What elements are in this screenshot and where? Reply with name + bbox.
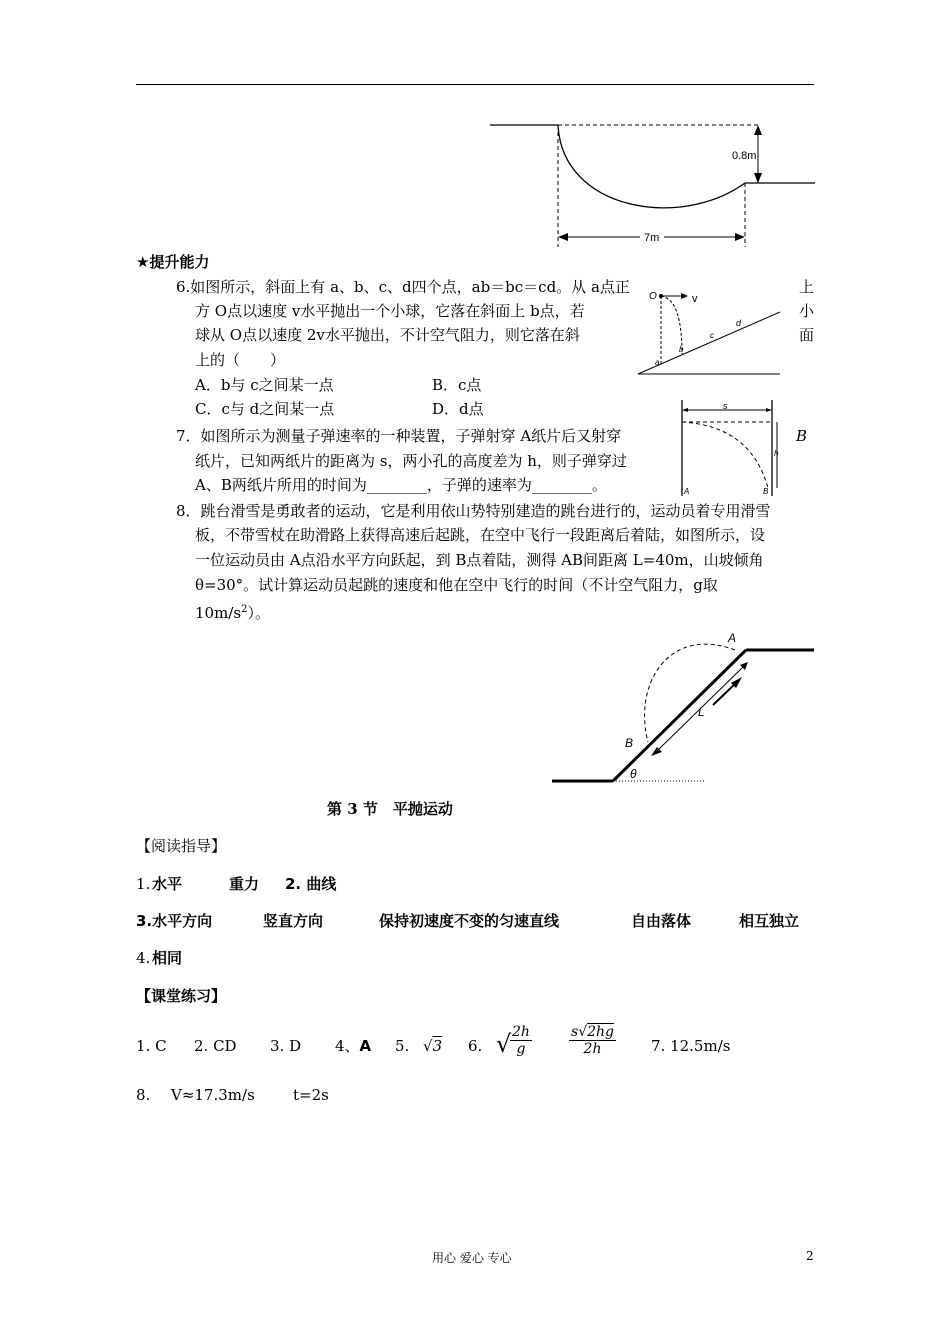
- answer-8-velocity: V≈17.3m/s: [171, 1086, 255, 1104]
- reading-answer-4-num: 4.: [136, 949, 151, 967]
- answer-6b-fraction: $\frac{s√2hg}{2h}$: [571, 1024, 614, 1057]
- width-label: 7m: [644, 232, 660, 244]
- velocity-label: v: [692, 293, 698, 305]
- section-heading: ★提升能力: [136, 253, 210, 271]
- reading-answer-1-num: 1.: [136, 875, 151, 893]
- distance-label: s: [723, 401, 728, 411]
- answer-3: 3. D: [270, 1037, 302, 1055]
- answer-4: 4、A: [335, 1037, 372, 1055]
- paper-b-label: B: [763, 487, 769, 496]
- q6-option-c: C．c与 d之间某一点: [195, 400, 335, 418]
- answer-1: 1. C: [136, 1037, 167, 1055]
- q7-line3: A、B两纸片所用的时间为________，子弹的速率为________。: [195, 476, 607, 494]
- page-number: 2: [806, 1249, 814, 1263]
- q8-line3: 一位运动员由 A点沿水平方向跃起，到 B点着陆，测得 AB间距离 L=40m，山坡倾角: [195, 551, 764, 569]
- answer-6a-fraction: $\frac{2h}{g}$: [512, 1024, 530, 1057]
- answer-6: 6.: [468, 1037, 483, 1055]
- point-b-label: B: [625, 736, 634, 750]
- answer-6a-radical-sign: √: [496, 1030, 512, 1058]
- q6-option-d: D．d点: [432, 400, 484, 418]
- q6-line2: 方 O点以速度 v水平抛出一个小球，它落在斜面上 b点，若: [195, 302, 585, 320]
- reading-answer-3a: 3.水平方向: [136, 912, 213, 930]
- paper-a-label: A: [684, 487, 690, 496]
- ski-jump-figure: [548, 625, 818, 790]
- q6-option-a: A．b与 c之间某一点: [195, 376, 334, 394]
- answer-8-time: t=2s: [293, 1086, 329, 1104]
- reading-guide-heading: 【阅读指导】: [136, 837, 227, 855]
- reading-answer-1b: 重力: [229, 875, 260, 893]
- answer-5: 5.: [395, 1037, 410, 1055]
- answer-8-num: 8.: [136, 1086, 151, 1104]
- q8-line5: $10m/s^2$）。: [195, 604, 270, 622]
- reading-answer-4: 相同: [152, 949, 183, 967]
- reading-answer-1a: 水平: [152, 875, 183, 893]
- q8-line2: 板，不带雪杖在助滑路上获得高速后起跳，在空中飞行一段距离后着陆，如图所示，设: [195, 526, 766, 544]
- q6-right-char: 上: [799, 278, 815, 296]
- q6-option-b: B．c点: [432, 376, 482, 394]
- point-a-label: a: [655, 358, 660, 367]
- reading-answer-3e: 相互独立: [739, 912, 800, 930]
- answer-2: 2. CD: [194, 1037, 237, 1055]
- footer-motto: 用心 爱心 专心: [432, 1251, 512, 1265]
- point-c-label: c: [710, 331, 714, 340]
- q6-line3: 球从 O点以速度 2v水平抛出，不计空气阻力，则它落在斜: [195, 326, 580, 344]
- reading-answer-3c: 保持初速度不变的匀速直线: [379, 912, 560, 930]
- height-label: 0.8m: [732, 150, 757, 162]
- q7-line1: 7．如图所示为测量子弹速率的一种装置，子弹射穿 A纸片后又射穿: [176, 427, 622, 445]
- q6-right-char: 面: [799, 326, 815, 344]
- incline-figure: [630, 285, 790, 380]
- reading-answer-2: 2. 曲线: [285, 875, 337, 893]
- q6-right-char: 小: [799, 302, 815, 320]
- q7-line2: 纸片，已知两纸片的距离为 s，两小孔的高度差为 h，则子弹穿过: [195, 452, 627, 470]
- angle-label: θ: [630, 767, 637, 781]
- classroom-practice-heading: 【课堂练习】: [136, 987, 227, 1005]
- height-diff-label: h: [774, 449, 779, 458]
- header-rule: [136, 84, 814, 85]
- point-d-label: d: [736, 318, 742, 328]
- q8-line1: 8．跳台滑雪是勇敢者的运动，它是利用依山势特别建造的跳台进行的，运动员着专用滑雪: [176, 502, 771, 520]
- reading-answer-3b: 竖直方向: [263, 912, 324, 930]
- q6-line4: 上的（ ）: [195, 351, 286, 369]
- answer-7: 7. 12.5m/s: [651, 1037, 731, 1055]
- q8-line4: θ=30°。试计算运动员起跳的速度和他在空中飞行的时间（不计空气阻力，g取: [195, 576, 718, 594]
- paper-figure: [676, 396, 786, 500]
- point-o-label: O: [649, 291, 657, 302]
- reading-answer-3d: 自由落体: [631, 912, 692, 930]
- q7-right-char: B: [796, 427, 808, 445]
- pit-figure: [480, 115, 820, 255]
- answer-5-radical: √3: [423, 1037, 443, 1055]
- length-label: L: [698, 705, 705, 719]
- point-a-label: A: [728, 631, 737, 645]
- q6-line1: 6.如图所示，斜面上有 a、b、c、d四个点，ab＝bc＝cd。从 a点正: [176, 278, 630, 296]
- point-b-label: b: [679, 345, 684, 354]
- section-title: 第 3 节 平抛运动: [327, 800, 453, 818]
